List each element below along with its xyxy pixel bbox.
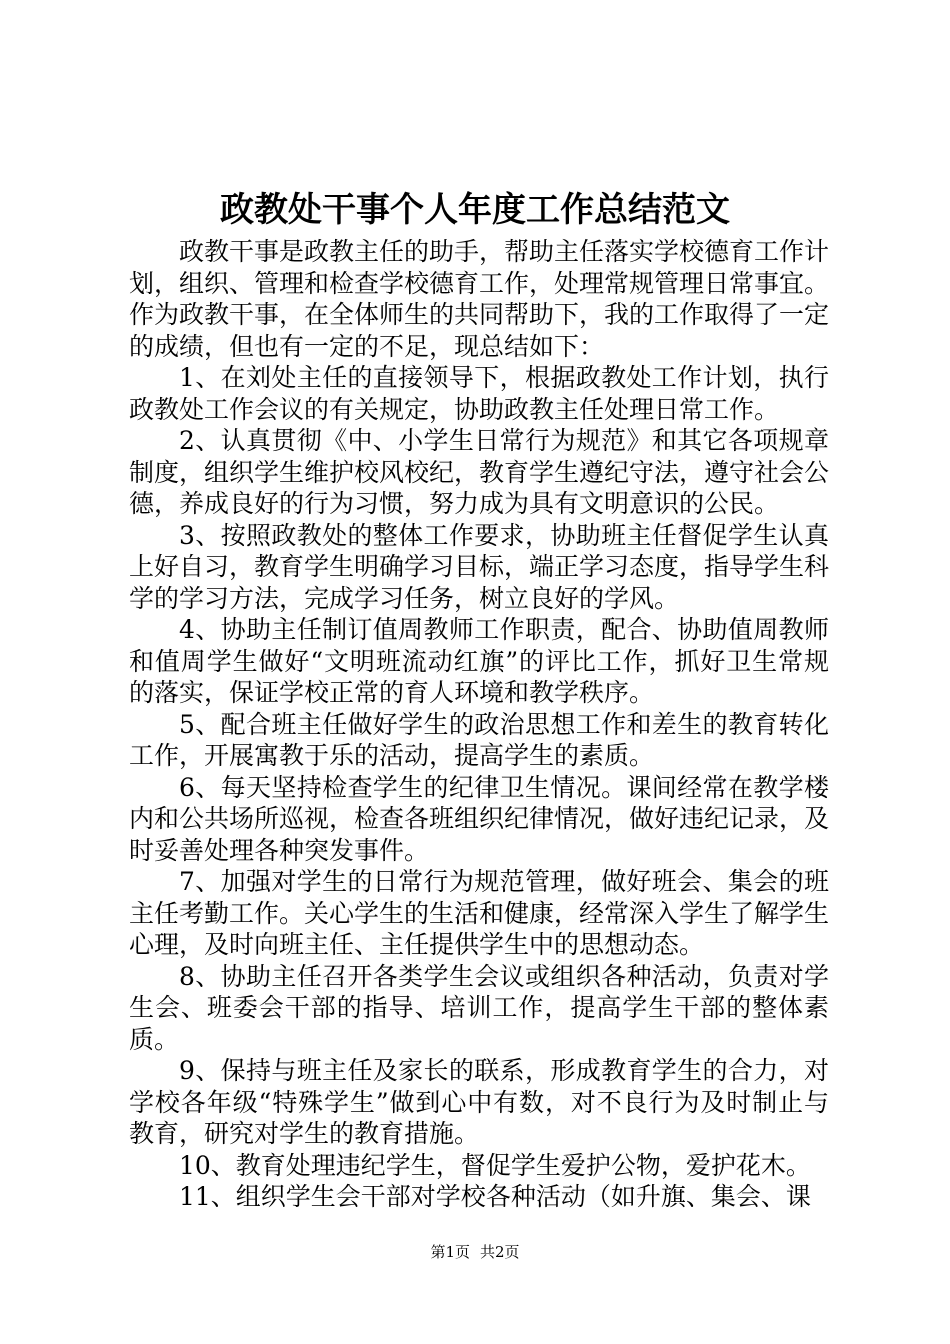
document-title: 政教处干事个人年度工作总结范文: [220, 190, 730, 230]
item-paragraph-5: 5、配合班主任做好学生的政治思想工作和差生的教育转化工作，开展寓教于乐的活动，提高学生的素质。: [129, 709, 829, 770]
page-number-total: 共2页: [480, 1243, 520, 1261]
page-footer: [0, 1242, 950, 1262]
intro-paragraph: 政教干事是政教主任的助手，帮助主任落实学校德育工作计划，组织、管理和检查学校德育工作，处理常规管理日常事宜。作为政教干事，在全体师生的共同帮助下，我的工作取得了一定的成绩，但也有一定的不足，现总结如下：: [129, 237, 830, 361]
item-paragraph-1: 1、在刘处主任的直接领导下，根据政教处工作计划，执行政教处工作会议的有关规定，协助政教主任处理日常工作。: [129, 363, 829, 424]
item-paragraph-6: 6、每天坚持检查学生的纪律卫生情况。课间经常在教学楼内和公共场所巡视，检查各班组织纪律情况，做好违纪记录，及时妥善处理各种突发事件。: [129, 772, 830, 865]
item-paragraph-10: 10、教育处理违纪学生，督促学生爱护公物，爱护花木。: [179, 1150, 811, 1180]
document-body: [129, 236, 829, 1213]
item-paragraph-7: 7、加强对学生的日常行为规范管理，做好班会、集会的班主任考勤工作。关心学生的生活和健康，经常深入学生了解学生心理，及时向班主任、主任提供学生中的思想动态。: [129, 867, 830, 959]
item-paragraph-11: 11、组织学生会干部对学校各种活动（如升旗、集会、课: [179, 1182, 811, 1211]
item-paragraph-9: 9、保持与班主任及家长的联系，形成教育学生的合力，对学校各年级“特殊学生”做到心中有数，对不良行为及时制止与教育，研究对学生的教育措施。: [129, 1056, 829, 1148]
item-paragraph-3: 3、按照政教处的整体工作要求，协助班主任督促学生认真上好自习，教育学生明确学习目标，端正学习态度，指导学生科学的学习方法，完成学习任务，树立良好的学风。: [129, 520, 830, 613]
item-paragraph-2: 2、认真贯彻《中、小学生日常行为规范》和其它各项规章制度，组织学生维护校风校纪，教育学生遵纪守法，遵守社会公德，养成良好的行为习惯，努力成为具有文明意识的公民。: [129, 426, 830, 518]
page-number-current: 第1页: [430, 1243, 470, 1261]
item-paragraph-8: 8、协助主任召开各类学生会议或组织各种活动，负责对学生会、班委会干部的指导、培训工作，提高学生干部的整体素质。: [129, 961, 829, 1054]
item-paragraph-4: 4、协助主任制订值周教师工作职责，配合、协助值周教师和值周学生做好“文明班流动红旗”的评比工作，抓好卫生常规的落实，保证学校正常的育人环境和教学秩序。: [129, 615, 829, 707]
